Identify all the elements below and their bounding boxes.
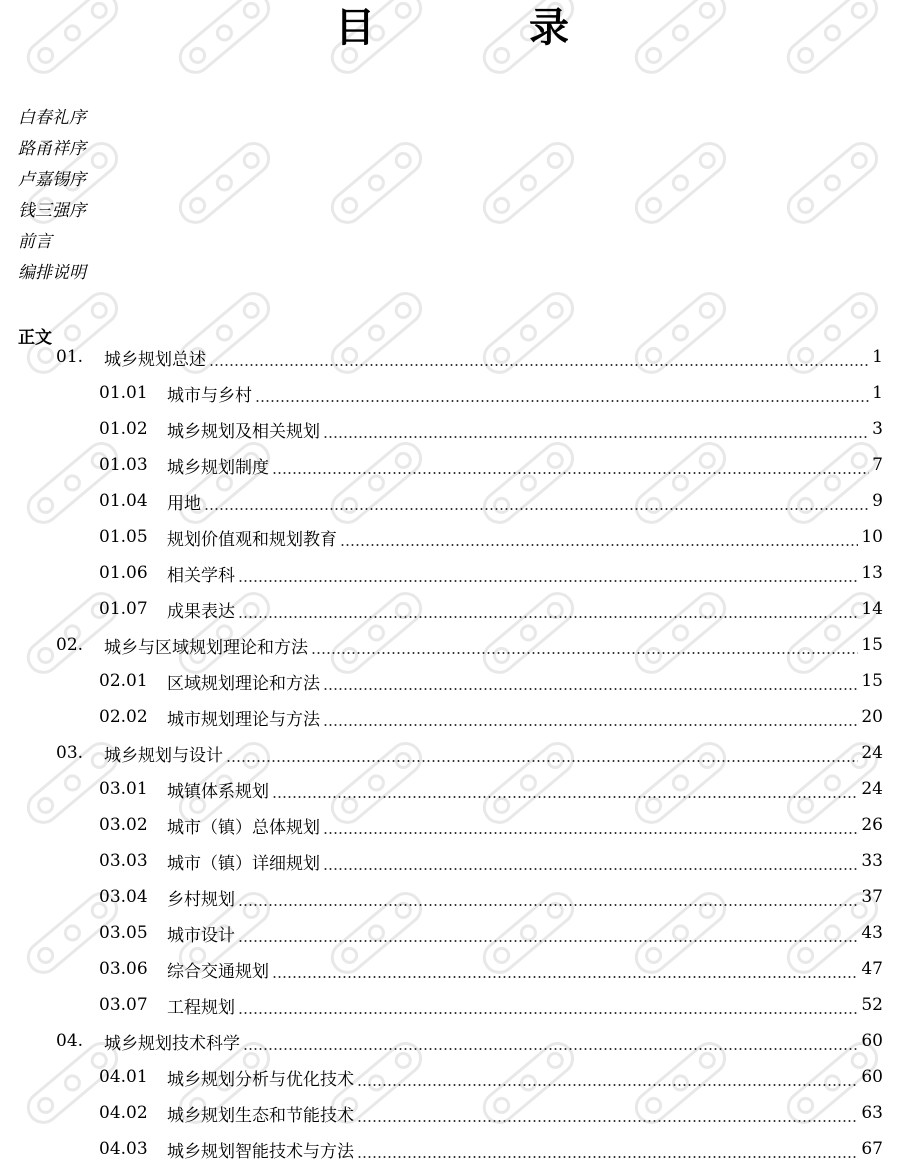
toc-section-row[interactable] [99, 447, 883, 483]
toc-page-number: 47 [861, 959, 883, 979]
toc-page-number: 67 [861, 1139, 883, 1159]
toc-label: 城市规划理论与方法 [167, 709, 320, 730]
toc-section-row[interactable] [99, 1131, 883, 1167]
dot-leader [340, 530, 858, 547]
toc-page-number: 1 [872, 383, 883, 403]
toc-number: 03.01 [99, 779, 148, 799]
preface-item[interactable]: 白春礼序 [18, 108, 86, 128]
toc-section-row[interactable] [99, 699, 883, 735]
toc-page-number: 14 [861, 599, 883, 619]
toc-label: 城乡规划及相关规划 [167, 421, 320, 442]
toc-section-row[interactable] [99, 879, 883, 915]
dot-leader [238, 602, 858, 619]
toc-label: 综合交通规划 [167, 961, 269, 982]
preface-item[interactable]: 编排说明 [18, 263, 86, 283]
toc-label: 用地 [167, 493, 201, 514]
toc-page-number: 10 [861, 527, 883, 547]
dot-leader [323, 422, 869, 439]
toc-number: 02.01 [99, 671, 148, 691]
watermark-stamp [323, 135, 434, 238]
toc-number: 04.01 [99, 1067, 148, 1087]
toc-number: 03.02 [99, 815, 148, 835]
toc-number: 04.02 [99, 1103, 148, 1123]
toc-page-number: 20 [861, 707, 883, 727]
toc-label: 成果表达 [167, 601, 235, 622]
toc-number: 01.01 [99, 383, 148, 403]
dot-leader [226, 746, 858, 763]
toc-label: 规划价值观和规划教育 [167, 529, 337, 550]
toc-section-row[interactable] [99, 987, 883, 1023]
toc-section-row[interactable] [99, 951, 883, 987]
toc-label: 城乡规划生态和节能技术 [167, 1105, 354, 1126]
toc-page-number: 43 [861, 923, 883, 943]
preface-item[interactable]: 前言 [18, 232, 52, 252]
toc-number: 03.05 [99, 923, 148, 943]
toc-label: 乡村规划 [167, 889, 235, 910]
toc-page-number: 24 [861, 743, 883, 763]
toc-number: 01.07 [99, 599, 148, 619]
watermark-stamp [779, 135, 890, 238]
toc-number: 02.02 [99, 707, 148, 727]
toc-page-number: 24 [861, 779, 883, 799]
toc-label: 城市设计 [167, 925, 235, 946]
toc-section-row[interactable] [99, 915, 883, 951]
toc-page-number: 9 [872, 491, 883, 511]
toc-label: 城乡规划分析与优化技术 [167, 1069, 354, 1090]
dot-leader [204, 494, 869, 511]
dot-leader [357, 1070, 858, 1087]
dot-leader [238, 566, 858, 583]
toc-section-row[interactable] [99, 771, 883, 807]
dot-leader [272, 458, 869, 475]
toc-page-number: 15 [861, 635, 883, 655]
dot-leader [323, 674, 858, 691]
dot-leader [272, 962, 858, 979]
toc-number: 03.06 [99, 959, 148, 979]
toc-label: 城乡规划智能技术与方法 [167, 1141, 354, 1162]
toc-page-number: 33 [861, 851, 883, 871]
toc-chapter-row[interactable] [56, 1023, 883, 1059]
toc-number: 03.04 [99, 887, 148, 907]
dot-leader [357, 1106, 858, 1123]
toc-page-number: 13 [861, 563, 883, 583]
toc-number: 03. [56, 743, 84, 763]
toc-label: 城乡与区域规划理论和方法 [104, 637, 308, 658]
toc-number: 03.07 [99, 995, 148, 1015]
toc-number: 04.03 [99, 1139, 148, 1159]
dot-leader [311, 638, 858, 655]
dot-leader [238, 926, 858, 943]
toc-number: 03.03 [99, 851, 148, 871]
dot-leader [272, 782, 858, 799]
toc-section-row[interactable] [99, 1095, 883, 1131]
dot-leader [238, 998, 858, 1015]
toc-page-number: 60 [861, 1031, 883, 1051]
preface-list [18, 103, 86, 289]
preface-item[interactable]: 卢嘉锡序 [18, 170, 86, 190]
toc-page-number: 1 [872, 347, 883, 367]
toc-number: 01.02 [99, 419, 148, 439]
toc-page-number: 7 [872, 455, 883, 475]
dot-leader [255, 386, 869, 403]
watermark-stamp [475, 135, 586, 238]
dot-leader [323, 818, 858, 835]
watermark-stamp [171, 135, 282, 238]
dot-leader [209, 350, 869, 367]
toc-section-row[interactable] [99, 555, 883, 591]
toc-section-row[interactable] [99, 411, 883, 447]
toc-page-number: 37 [861, 887, 883, 907]
preface-item[interactable]: 路甬祥序 [18, 139, 86, 159]
toc-label: 相关学科 [167, 565, 235, 586]
toc-page-number: 63 [861, 1103, 883, 1123]
toc-page-number: 60 [861, 1067, 883, 1087]
toc-number: 04. [56, 1031, 84, 1051]
toc-label: 区域规划理论和方法 [167, 673, 320, 694]
toc-page-number: 52 [861, 995, 883, 1015]
toc-number: 01.06 [99, 563, 148, 583]
preface-item[interactable]: 钱三强序 [18, 201, 86, 221]
toc-chapter-row[interactable] [56, 627, 883, 663]
dot-leader [323, 854, 858, 871]
section-heading: 正文 [18, 328, 52, 348]
toc-section-row[interactable] [99, 807, 883, 843]
toc-label: 城市（镇）总体规划 [167, 817, 320, 838]
dot-leader [357, 1142, 858, 1159]
toc-label: 城乡规划与设计 [104, 745, 223, 766]
toc-number: 01.04 [99, 491, 148, 511]
toc-chapter-row[interactable] [56, 735, 883, 771]
toc-page-number: 3 [872, 419, 883, 439]
dot-leader [238, 890, 858, 907]
dot-leader [243, 1034, 858, 1051]
toc-section-row[interactable] [99, 375, 883, 411]
toc-section-row[interactable] [99, 519, 883, 555]
toc-label: 城乡规划技术科学 [104, 1033, 240, 1054]
toc-section-row[interactable] [99, 1059, 883, 1095]
toc-section-row[interactable] [99, 483, 883, 519]
toc-number: 01.03 [99, 455, 148, 475]
toc-page-number: 15 [861, 671, 883, 691]
toc-label: 城乡规划总述 [104, 349, 206, 370]
toc-section-row[interactable] [99, 591, 883, 627]
toc-number: 02. [56, 635, 84, 655]
toc-number: 01. [56, 347, 84, 367]
toc-label: 城市（镇）详细规划 [167, 853, 320, 874]
watermark-stamp [627, 135, 738, 238]
toc-page-number: 26 [861, 815, 883, 835]
dot-leader [323, 710, 858, 727]
toc-section-row[interactable] [99, 663, 883, 699]
page-title: 目 录 [335, 4, 639, 51]
toc-label: 城镇体系规划 [167, 781, 269, 802]
toc-chapter-row[interactable] [56, 339, 883, 375]
toc-section-row[interactable] [99, 843, 883, 879]
toc-number: 01.05 [99, 527, 148, 547]
toc-label: 城乡规划制度 [167, 457, 269, 478]
toc-label: 城市与乡村 [167, 385, 252, 406]
toc-label: 工程规划 [167, 997, 235, 1018]
